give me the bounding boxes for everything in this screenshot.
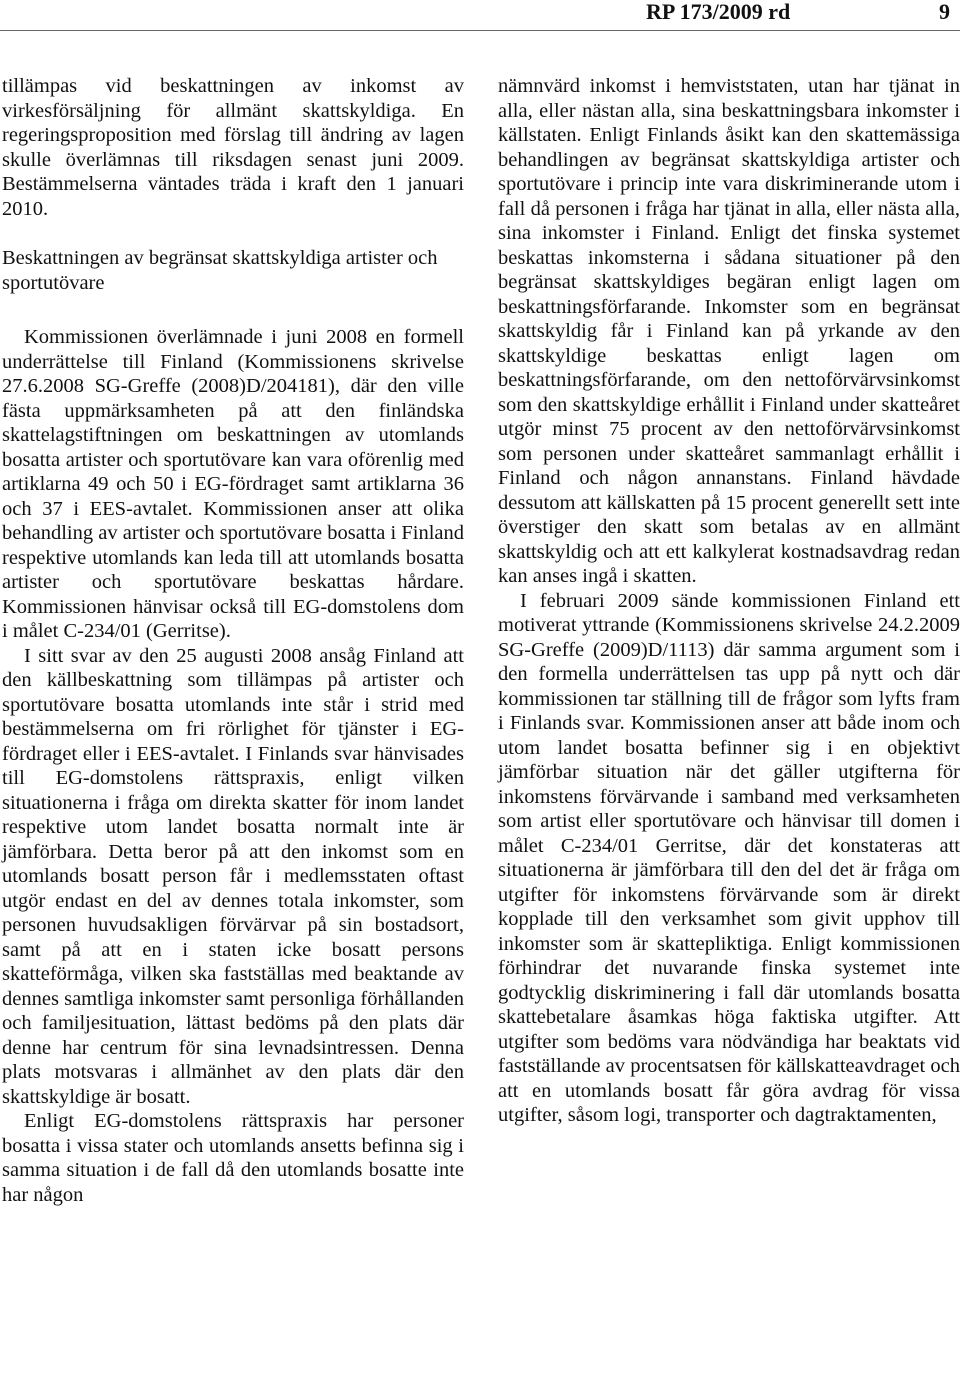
section-heading: Beskattningen av begränsat skattskyldiga artister och sportutövare <box>2 247 438 294</box>
left-paragraph-3: I sitt svar av den 25 augusti 2008 ansåg Finland att den källbeskattning som tillämpas på artister och sportutövare bosatta utomlands inte står i strid med bestämmelserna om fri rörlighet för tjänster i EG-fördraget eller i EES-avtalet. I Finlands svar hänvisades till EG-domstolens rättspraxis, enligt vilken situationerna i fråga om direkta skatter för inom landet respektive utom landet bosatta normalt inte är jämförbara. Detta beror på att den inkomst som en utomlands bosatt person får i medlemsstaten oftast utgör endast en del av dennes totala inkomster, som personen huvudsakligen förvärvar på sin bostadsort, samt på att en i staten icke bosatt persons skatteförmåga, vilken ska fastställas med beaktande av dennes samtliga inkomster samt personliga förhållanden och familjesituation, lättast bedöms på den plats där denne har centrum för sina levnadsintressen. Denna plats motsvaras i allmänhet av den plats där den skattskyldige är bosatt. <box>2 644 464 1108</box>
document-reference: RP 173/2009 rd <box>646 0 791 24</box>
right-paragraph-1: nämnvärd inkomst i hemviststaten, utan har tjänat in alla, eller nästan alla, sina beskattningsbara inkomster i källstaten. Enligt Finlands åsikt kan den skattemässiga behandlingen av begränsat skattskyldiga artister och sportutövare i princip inte vara diskriminerande utom i fall då personen i fråga har tjänat in alla, eller nästa alla, sina inkomster i Finland. Enligt det finska systemet beskattas inkomsterna i sådana situationer på den begränsat skattskyldiges begäran enligt lagen om beskattningsförfarande. Inkomster som en begränsat skattskyldig får i Finland kan på yrkande av den skattskyldige beskattas enligt lagen om beskattningsförfarande, om den nettoförvärvsinkomst som den skattskyldige erhållit i Finland under skatteåret utgör minst 75 procent av den nettoförvärvsinkomst som personen under skatteåret sammanlagt erhållit i Finland och någon annanstans. Finland hävdade dessutom att källskatten på 15 procent generellt sett inte överstiger den skatt som betalas av en allmänt skattskyldig och att ett kalkylerat kostnadsavdrag redan kan anses ingå i skatten. <box>498 75 960 587</box>
page-header <box>0 0 960 40</box>
right-paragraph-2: I februari 2009 sände kommissionen Finland ett motiverat yttrande (Kommissionens skrivelse 24.2.2009 SG-Greffe (2009)D/1113) där samma argument som i den formella underrättelsen tas upp på nytt och där kommissionen tar ställning till de frågor som lyfts fram i Finlands svar. Kommissionen anser att både inom och utom landet bosatta befinner sig i en objektivt jämförbar situation när det gäller utgifterna för inkomstens förvärvande i samband med verksamheten som artist eller sportutövare och hänvisar till domen i målet C-234/01 Gerritse, där det konstateras att situationerna är jämförbara till den del det är fråga om utgifter för inkomstens förvärvande som är direkt kopplade till den verksamhet som givit upphov till inkomster som är skattepliktiga. Enligt kommissionen förhindrar det nuvarande finska systemet inte godtycklig diskriminering i fall där utomlands bosatta skattebetalare åsamkas höga faktiska utgifter. Att utgifter som bedöms vara nödvändiga har beaktats vid fastställande av procentsatsen för källskatteavdraget och att en utomlands bosatt får göra avdrag för vissa utgifter, såsom logi, transporter och dagtraktamenten, <box>498 589 960 1126</box>
left-paragraph-1: tillämpas vid beskattningen av inkomst av virkesförsäljning för allmänt skattskyldiga. En regeringsproposition med förslag till ändring av lagen skulle överlämnas till riksdagen senast juni 2009. Bestämmelserna väntades träda i kraft den 1 januari 2010. <box>2 75 464 220</box>
header-divider <box>0 30 960 31</box>
left-column <box>2 74 464 1207</box>
right-column <box>498 74 960 1128</box>
left-paragraph-4: Enligt EG-domstolens rättspraxis har personer bosatta i vissa stater och utomlands ansetts befinna sig i samma situation i de fall då den utomlands bosatte inte har någon <box>2 1110 464 1206</box>
page-number: 9 <box>939 0 950 24</box>
left-paragraph-2: Kommissionen överlämnade i juni 2008 en formell underrättelse till Finland (Kommissionens skrivelse 27.6.2008 SG-Greffe (2008)D/204181), där den ville fästa uppmärksamheten på att den finländska skattelagstiftningen om beskattningen av utomlands bosatta artister och sportutövare kan vara oförenlig med artiklarna 49 och 50 i EG-fördraget samt artiklarna 36 och 37 i EES-avtalet. Kommissionen anser att olika behandling av artister och sportutövare bosatta i Finland respektive utomlands kan leda till att utomlands bosatta artister och sportutövare beskattas hårdare. Kommissionen hänvisar också till EG-domstolens dom i målet C-234/01 (Gerritse). <box>2 326 464 642</box>
